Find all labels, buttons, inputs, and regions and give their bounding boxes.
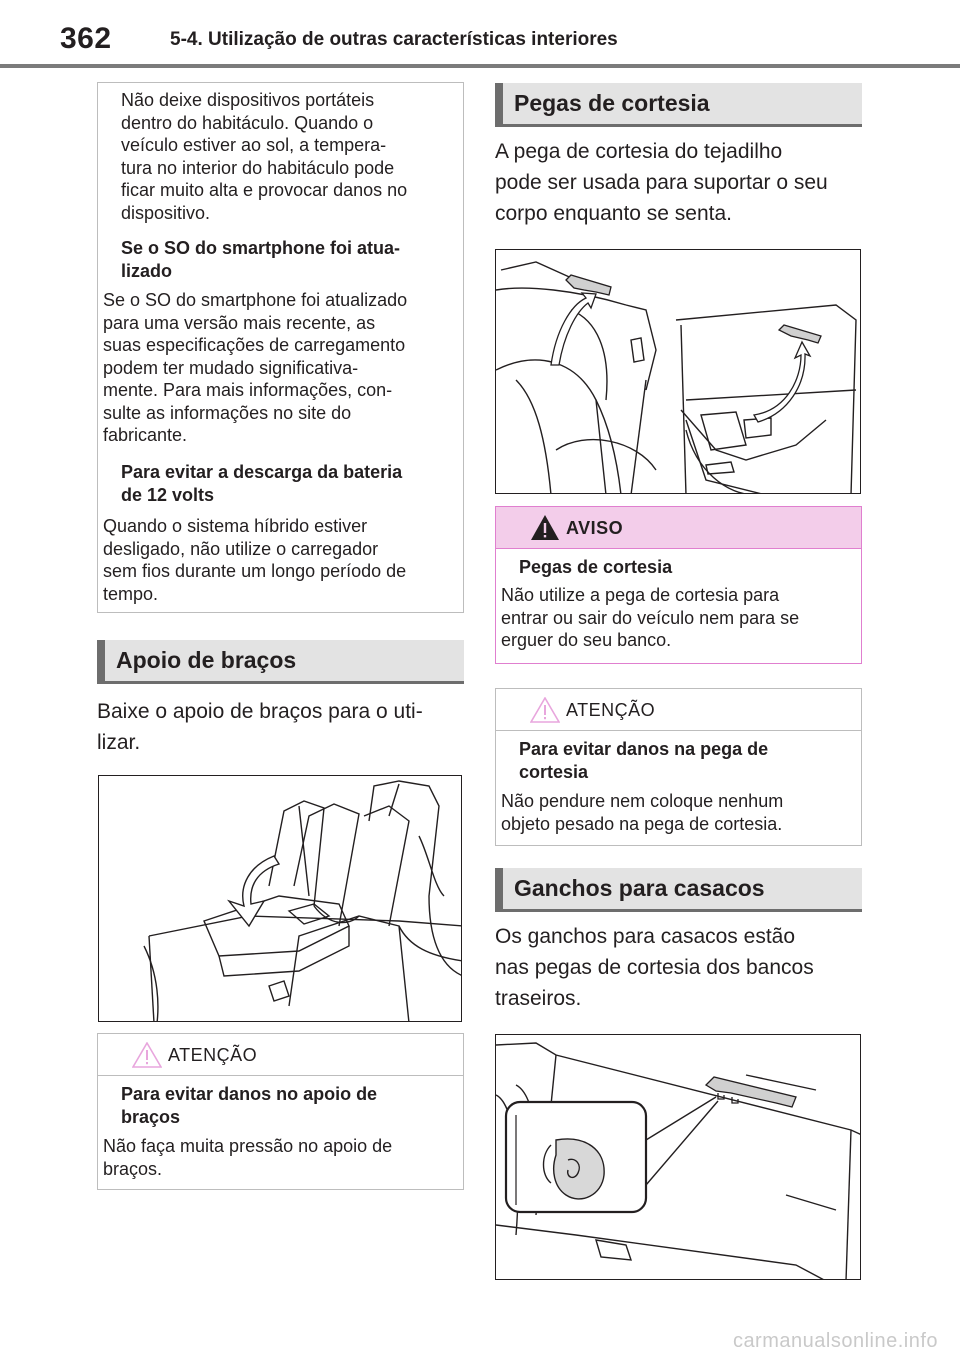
smartphone-os-text	[103, 289, 463, 447]
text-line: Os ganchos para casacos estão	[495, 925, 796, 948]
grips-caution-text	[501, 790, 861, 835]
text-line: objeto pesado na pega de cortesia.	[501, 813, 783, 834]
text-line: Se o SO do smartphone foi atua-	[121, 238, 401, 258]
grips-caution-box	[495, 688, 862, 846]
text-line: Quando o sistema híbrido estiver	[103, 516, 368, 536]
warning-text	[501, 584, 861, 652]
armrest-illustration	[98, 775, 462, 1022]
hooks-drawing	[496, 1035, 861, 1280]
section-grips-title: Pegas de cortesia	[514, 90, 710, 116]
text-line: corpo enquanto se senta.	[495, 202, 733, 225]
text-line: pode ser usada para suportar o seu	[495, 171, 828, 194]
text-line: mente. Para mais informações, con-	[103, 380, 393, 400]
text-line: erguer do seu banco.	[501, 630, 672, 650]
caution-label: ATENÇÃO	[566, 700, 656, 720]
text-line: desligado, não utilize o carregador	[103, 538, 379, 559]
caution-triangle-icon	[530, 697, 560, 723]
text-line: podem ter mudado significativa-	[103, 357, 359, 378]
text-line: traseiros.	[495, 987, 582, 1010]
text-line: lizado	[121, 260, 173, 281]
caution-header	[496, 689, 861, 731]
text-line: sem fios durante um longo período de	[103, 561, 407, 581]
armrest-caution-heading	[121, 1083, 461, 1128]
warning-heading: Pegas de cortesia	[519, 557, 673, 577]
text-line: tempo.	[103, 583, 159, 604]
text-line: tura no interior do habitáculo pode	[121, 157, 395, 178]
text-line: ficar muito alta e provocar danos no	[121, 180, 408, 200]
text-line: entrar ou sair do veículo nem para se	[501, 607, 800, 628]
text-line: Se o SO do smartphone foi atualizado	[103, 290, 408, 310]
text-line: Baixe o apoio de braços para o uti-	[97, 700, 423, 723]
armrest-body	[97, 696, 467, 758]
section-hooks-header	[495, 868, 862, 912]
info-intro	[121, 89, 461, 224]
section-armrest-header	[97, 640, 464, 684]
battery-heading	[121, 461, 461, 506]
text-line: nas pegas de cortesia dos bancos	[495, 956, 814, 979]
warning-triangle-icon	[530, 514, 560, 541]
text-line: Não deixe dispositivos portáteis	[121, 90, 375, 110]
section-hooks-title: Ganchos para casacos	[514, 875, 765, 901]
text-line: sulte as informações no site do	[103, 402, 352, 423]
text-line: braços	[121, 1106, 181, 1127]
armrest-caution-text	[103, 1135, 463, 1180]
warning-header	[496, 507, 861, 549]
grips-body	[495, 136, 875, 229]
battery-text	[103, 515, 463, 605]
text-line: fabricante.	[103, 425, 188, 445]
text-line: dispositivo.	[121, 202, 211, 223]
smartphone-os-heading	[121, 237, 461, 282]
page-number: 362	[60, 22, 112, 55]
text-line: de 12 volts	[121, 484, 215, 505]
section-armrest-title: Apoio de braços	[116, 647, 297, 673]
text-line: veículo estiver ao sol, a tempera-	[121, 135, 387, 155]
header-rule	[0, 64, 960, 68]
text-line: braços.	[103, 1158, 163, 1179]
info-box	[97, 82, 464, 613]
armrest-caution-box	[97, 1033, 464, 1190]
warning-label: AVISO	[566, 518, 624, 538]
text-line: Não faça muita pressão no apoio de	[103, 1136, 393, 1156]
watermark: carmanualsonline.info	[732, 1330, 938, 1352]
hooks-illustration	[495, 1034, 861, 1280]
caution-header	[98, 1034, 463, 1076]
hooks-body	[495, 921, 875, 1014]
caution-triangle-icon	[132, 1042, 162, 1068]
text-line: A pega de cortesia do tejadilho	[495, 140, 783, 163]
text-line: dentro do habitáculo. Quando o	[121, 112, 374, 133]
grips-warning-box	[495, 506, 862, 664]
grips-illustration	[495, 249, 861, 494]
text-line: cortesia	[519, 761, 589, 782]
text-line: Não utilize a pega de cortesia para	[501, 585, 780, 605]
text-line: Não pendure nem coloque nenhum	[501, 791, 784, 811]
grips-caution-heading	[519, 738, 859, 783]
text-line: Para evitar a descarga da bateria	[121, 462, 403, 482]
grips-drawing	[496, 250, 861, 494]
text-line: lizar.	[97, 731, 141, 754]
text-line: para uma versão mais recente, as	[103, 312, 376, 333]
armrest-drawing	[99, 776, 462, 1022]
text-line: Para evitar danos no apoio de	[121, 1084, 378, 1104]
text-line: Para evitar danos na pega de	[519, 739, 769, 759]
section-grips-header	[495, 83, 862, 127]
caution-label: ATENÇÃO	[168, 1045, 258, 1065]
text-line: suas especificações de carregamento	[103, 335, 406, 355]
chapter-title: 5-4. Utilização de outras características interiores	[170, 29, 618, 50]
